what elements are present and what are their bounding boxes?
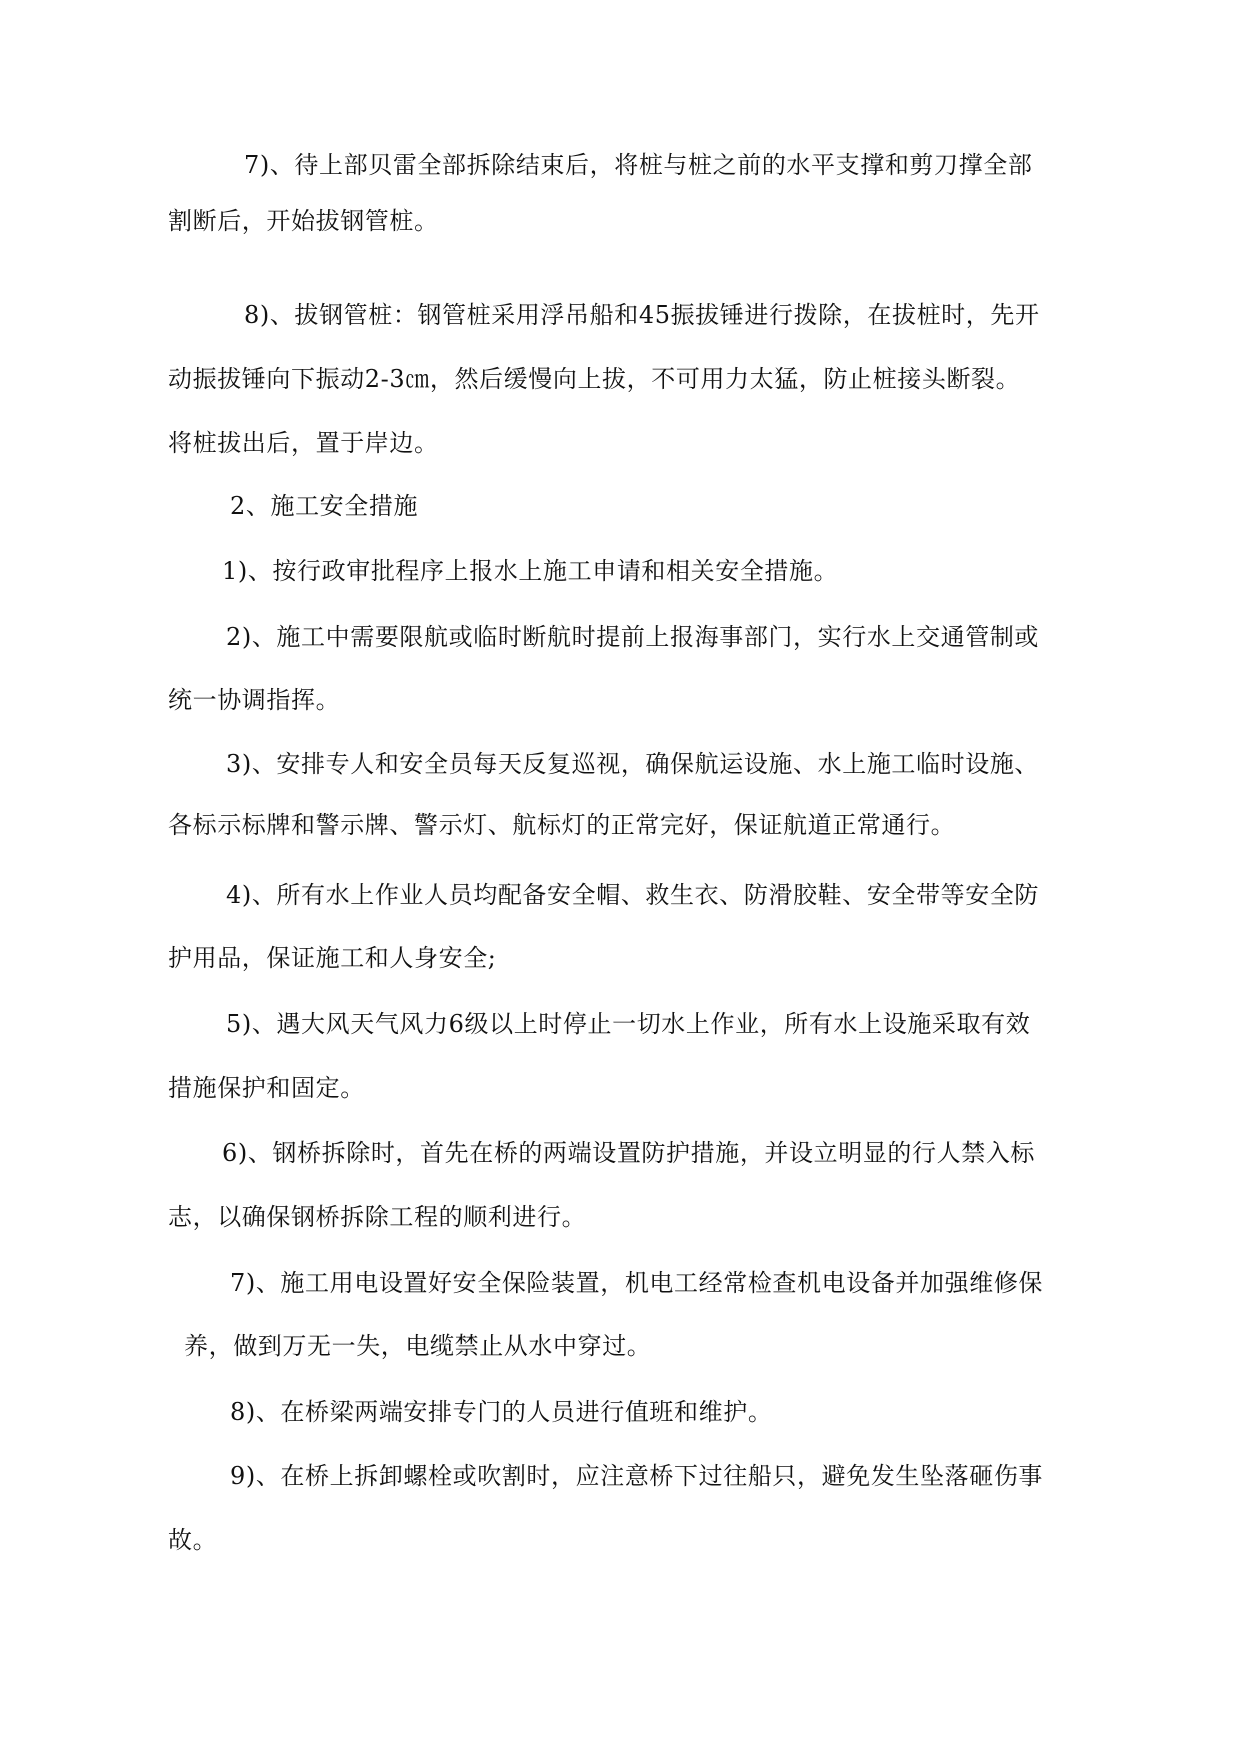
paragraph-line-12: 护用品，保证施工和人身安全; [168,944,497,972]
paragraph-line-3: 8)、拔钢管桩：钢管桩采用浮吊船和45振拔锤进行拨除，在拔桩时，先开 [244,301,1040,329]
paragraph-line-6: 1)、按行政审批程序上报水上施工申请和相关安全措施。 [222,557,839,585]
paragraph-line-18: 养，做到万无一失，电缆禁止从水中穿过。 [184,1332,652,1360]
paragraph-line-9: 3)、安排专人和安全员每天反复巡视，确保航运设施、水上施工临时设施、 [226,750,1040,778]
paragraph-line-13: 5)、遇大风天气风力6级以上时停止一切水上作业，所有水上设施采取有效 [226,1010,1031,1038]
paragraph-line-7: 2)、施工中需要限航或临时断航时提前上报海事部门，实行水上交通管制或 [226,623,1040,651]
paragraph-line-16: 志，以确保钢桥拆除工程的顺利进行。 [168,1203,587,1231]
paragraph-line-2: 割断后，开始拔钢管桩。 [168,207,439,235]
paragraph-line-1: 7)、待上部贝雷全部拆除结束后，将桩与桩之前的水平支撑和剪刀撑全部 [244,151,1033,179]
paragraph-line-19: 8)、在桥梁两端安排专门的人员进行值班和维护。 [230,1398,773,1426]
paragraph-line-4: 动振拔锤向下振动2-3㎝，然后缓慢向上拔，不可用力太猛，防止桩接头断裂。 [168,365,1021,393]
paragraph-line-10: 各标示标牌和警示牌、警示灯、航标灯的正常完好，保证航道正常通行。 [168,811,956,839]
paragraph-line-11: 4)、所有水上作业人员均配备安全帽、救生衣、防滑胶鞋、安全带等安全防 [226,881,1040,909]
paragraph-line-20: 9)、在桥上拆卸螺栓或吹割时，应注意桥下过往船只，避免发生坠落砸伤事 [230,1462,1044,1490]
paragraph-line-14: 措施保护和固定。 [168,1074,365,1102]
paragraph-line-17: 7)、施工用电设置好安全保险装置，机电工经常检查机电设备并加强维修保 [230,1269,1044,1297]
paragraph-line-8: 统一协调指挥。 [168,686,341,714]
paragraph-line-15: 6)、钢桥拆除时，首先在桥的两端设置防护措施，并设立明显的行人禁入标 [222,1139,1036,1167]
section-heading: 2、施工安全措施 [230,492,419,520]
paragraph-line-5: 将桩拔出后，置于岸边。 [168,429,439,457]
paragraph-line-21: 故。 [168,1526,218,1554]
